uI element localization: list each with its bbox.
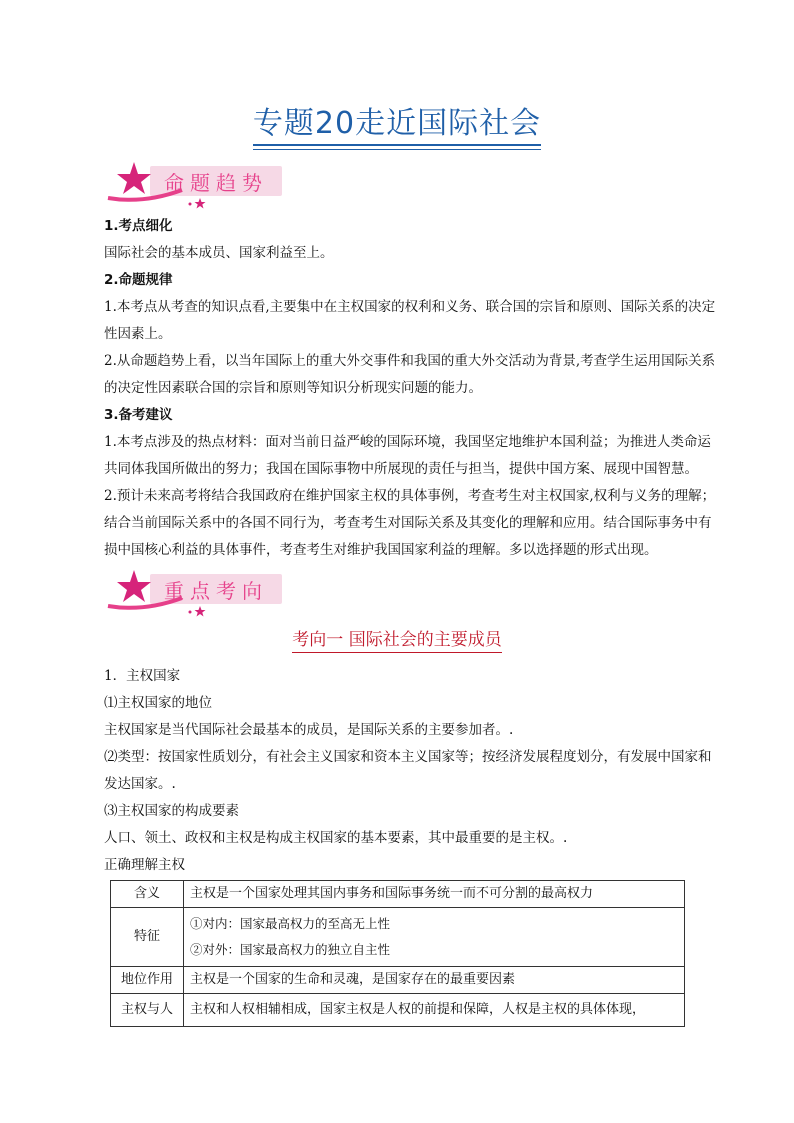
section-heading xyxy=(0,625,794,650)
trend-heading-2: 2.命题规律 xyxy=(104,272,173,288)
trend-text-3b xyxy=(104,483,716,564)
trend-heading-3: 3.备考建议 xyxy=(104,407,173,423)
banner-focus xyxy=(104,568,294,616)
table-row xyxy=(111,994,685,1027)
table-key: 含义 xyxy=(111,881,184,908)
banner-focus-label: 重点考向 xyxy=(164,579,268,603)
section-line-7: 正确理解主权 xyxy=(104,857,185,873)
trend-text-3a-content: 1.本考点涉及的热点材料：面对当前日益严峻的国际环境，我国坚定地维护本国利益；为推进人类命运共同体我国所做出的努力；我国在国际事物中所展现的责任与担当，提供中国方案、展现中国智慧。 xyxy=(104,434,711,477)
section-line-4-content: ⑵类型：按国家性质划分，有社会主义国家和资本主义国家等；按经济发展程度划分，有发展中国家和发达国家。. xyxy=(104,749,712,792)
section-line-6: 人口、领土、政权和主权是构成主权国家的基本要素，其中最重要的是主权。. xyxy=(104,830,568,846)
section-line-1: 1．主权国家 xyxy=(104,668,181,684)
table-key: 特征 xyxy=(111,908,184,967)
section-heading-text: 考向一 国际社会的主要成员 xyxy=(292,630,501,653)
section-line-4 xyxy=(104,744,716,798)
trend-heading-1: 1.考点细化 xyxy=(104,218,173,234)
section-line-3: 主权国家是当代国际社会最基本的成员，是国际关系的主要参加者。. xyxy=(104,722,514,738)
trend-text-2a xyxy=(104,294,716,348)
trend-text-3a xyxy=(104,429,716,483)
table-value: 主权是一个国家处理其国内事务和国际事务统一而不可分割的最高权力 xyxy=(184,881,685,908)
table-key: 地位作用 xyxy=(111,967,184,994)
trend-text-2b xyxy=(104,348,716,402)
trend-text-2a-content: 1.本考点从考查的知识点看,主要集中在主权国家的权利和义务、联合国的宗旨和原则、国际关系的决定性因素上。 xyxy=(104,299,716,342)
trend-text-1: 国际社会的基本成员、国家利益至上。 xyxy=(104,245,334,261)
table-key: 主权与人 xyxy=(111,994,184,1027)
table-value xyxy=(184,908,685,967)
table-value: 主权是一个国家的生命和灵魂，是国家存在的最重要因素 xyxy=(184,967,685,994)
table-row xyxy=(111,967,685,994)
table-row xyxy=(111,908,685,967)
table-row xyxy=(111,881,685,908)
trend-text-3b-content: 2.预计未来高考将结合我国政府在维护国家主权的具体事例，考查考生对主权国家,权利与义务的理解；结合当前国际关系中的各国不同行为，考查考生对国际关系及其变化的理解和应用。结合国际事务中有损中国核心利益的具体事件，考查考生对维护我国国家利益的理解。多以选择题的形式出现。 xyxy=(104,488,716,558)
sovereignty-table xyxy=(110,880,685,1027)
page-title-text: 专题20走近国际社会 xyxy=(253,98,541,146)
section-line-5: ⑶主权国家的构成要素 xyxy=(104,803,239,819)
page-title xyxy=(0,98,794,146)
table-value-line: ②对外：国家最高权力的独立自主性 xyxy=(190,942,391,957)
table-value: 主权和人权相辅相成，国家主权是人权的前提和保障，人权是主权的具体体现， xyxy=(184,994,685,1027)
table-value-line: ①对内：国家最高权力的至高无上性 xyxy=(190,916,391,931)
section-line-2: ⑴主权国家的地位 xyxy=(104,695,212,711)
banner-trend xyxy=(104,160,294,208)
banner-trend-label: 命题趋势 xyxy=(164,171,268,195)
trend-text-2b-content: 2.从命题趋势上看，以当年国际上的重大外交事件和我国的重大外交活动为背景,考查学生运用国际关系的决定性因素联合国的宗旨和原则等知识分析现实问题的能力。 xyxy=(104,353,716,396)
